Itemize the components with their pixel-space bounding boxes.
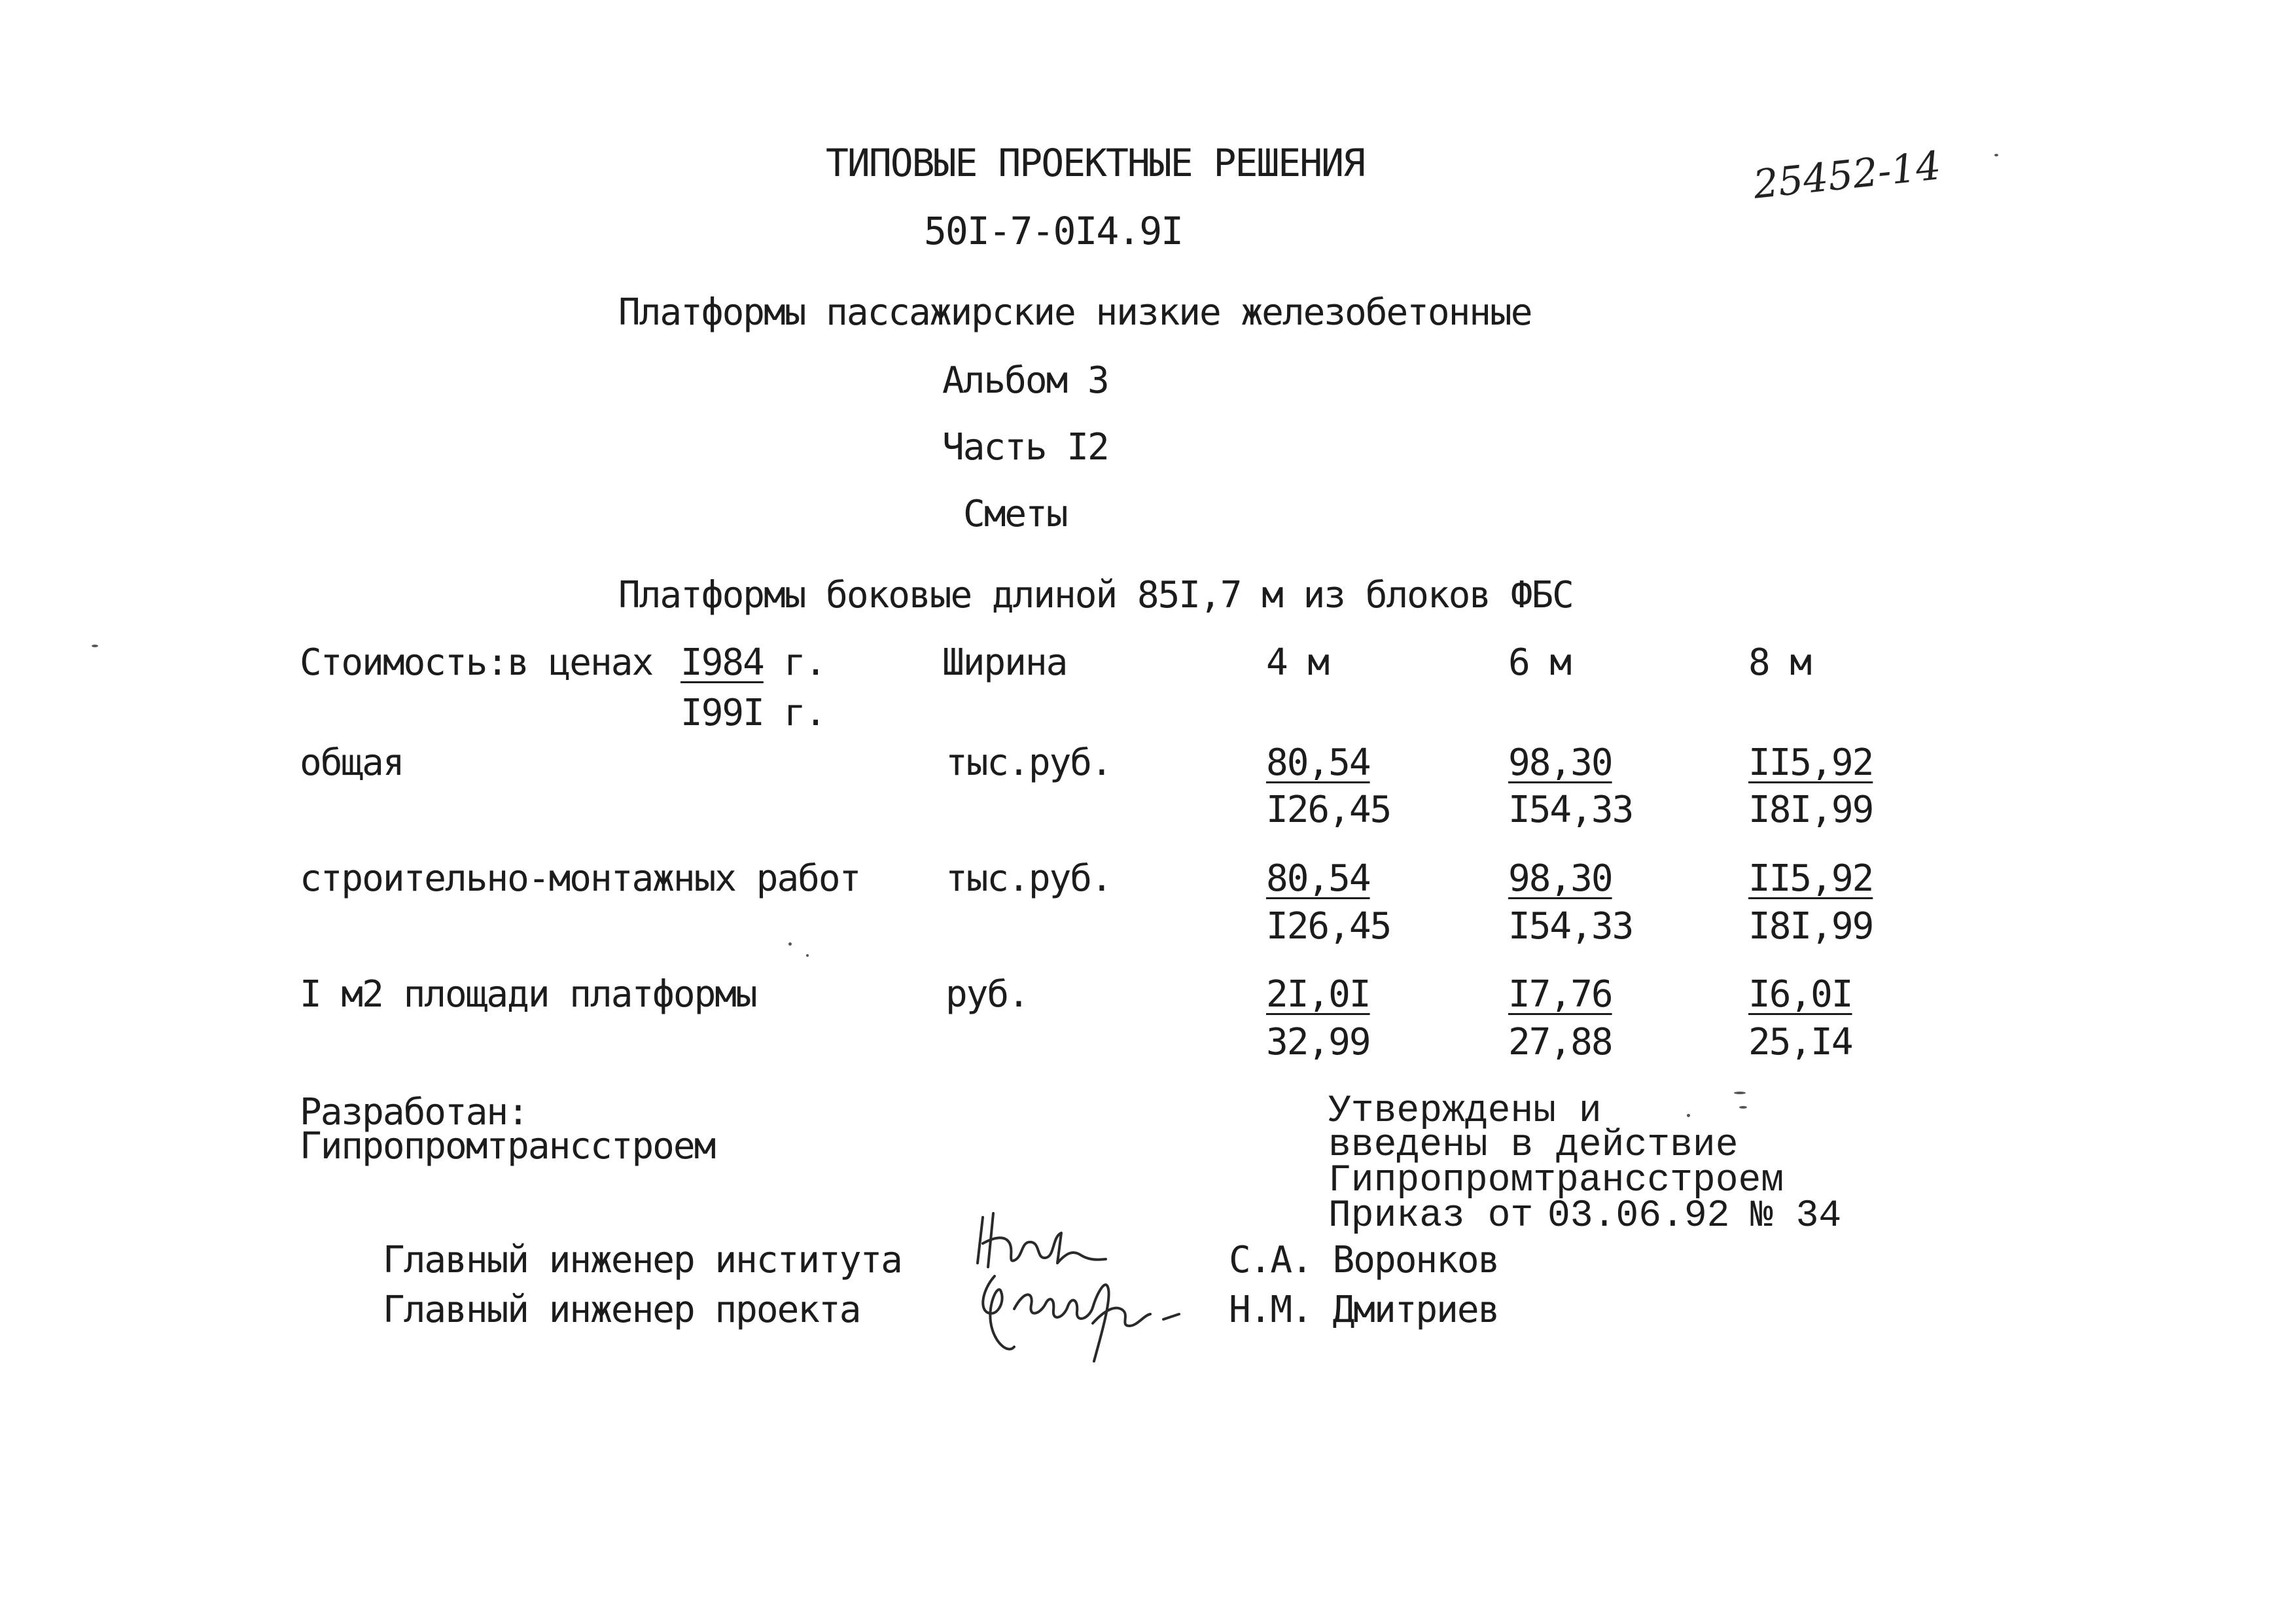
per-m2-4m-new: 32,99 bbox=[1266, 1021, 1370, 1063]
document-title: ТИПОВЫЕ ПРОЕКТНЫЕ РЕШЕНИЯ bbox=[826, 141, 1364, 185]
registration-number: 25452-14 bbox=[1751, 143, 1943, 208]
scan-speck bbox=[806, 954, 809, 957]
row-label-construction: строительно-монтажных работ bbox=[300, 857, 860, 900]
width-col-2: 6 м bbox=[1508, 641, 1571, 684]
cost-label: Стоимость:в ценах bbox=[300, 641, 653, 684]
order-label: Приказ от bbox=[1328, 1195, 1534, 1238]
scan-speck bbox=[1734, 1092, 1746, 1094]
per-m2-8m-new: 25,I4 bbox=[1748, 1021, 1852, 1063]
document-subject: Платформы пассажирские низкие железобетонные bbox=[618, 291, 1532, 334]
scan-speck bbox=[1687, 1114, 1690, 1117]
price-year-new: I99I bbox=[680, 692, 764, 734]
album-number: Альбом 3 bbox=[942, 359, 1108, 402]
row-unit-construction: тыс.руб. bbox=[945, 857, 1112, 900]
signature-name-institute: С.А. Воронков bbox=[1229, 1239, 1499, 1281]
price-year-old: I984 bbox=[680, 641, 764, 684]
scan-speck bbox=[788, 942, 792, 946]
total-4m-old: 80,54 bbox=[1266, 741, 1370, 784]
construction-8m-old: II5,92 bbox=[1748, 857, 1873, 900]
part-number: Часть I2 bbox=[942, 426, 1108, 469]
total-8m-old: II5,92 bbox=[1748, 741, 1873, 784]
price-year-new-suffix: г. bbox=[784, 692, 826, 734]
width-label: Ширина bbox=[942, 641, 1067, 684]
signature-name-project: Н.М. Дмитриев bbox=[1229, 1289, 1499, 1331]
approved-line-1: Утверждены и bbox=[1328, 1090, 1602, 1133]
total-6m-old: 98,30 bbox=[1508, 741, 1612, 784]
width-col-1: 4 м bbox=[1266, 641, 1329, 684]
per-m2-8m-old: I6,0I bbox=[1748, 973, 1852, 1016]
section-name: Сметы bbox=[963, 493, 1067, 535]
scan-speck bbox=[92, 645, 98, 647]
order-date: 03.06.92 bbox=[1547, 1195, 1730, 1238]
order-number: № 34 bbox=[1750, 1195, 1842, 1238]
document-code: 50I-7-0I4.9I bbox=[924, 209, 1183, 253]
developed-organization: Гипропромтрансстроем bbox=[300, 1125, 715, 1168]
construction-6m-old: 98,30 bbox=[1508, 857, 1612, 900]
per-m2-4m-old: 2I,0I bbox=[1266, 973, 1370, 1016]
signature-role-project: Главный инженер проекта bbox=[383, 1289, 860, 1331]
row-label-per-m2: I м2 площади платформы bbox=[300, 973, 756, 1016]
price-year-old-suffix: г. bbox=[784, 641, 826, 684]
total-6m-new: I54,33 bbox=[1508, 789, 1633, 831]
signature-role-institute: Главный инженер института bbox=[383, 1239, 902, 1281]
row-label-total: общая bbox=[300, 741, 404, 784]
total-4m-new: I26,45 bbox=[1266, 789, 1391, 831]
scan-speck bbox=[1994, 154, 1998, 156]
row-unit-total: тыс.руб. bbox=[945, 741, 1112, 784]
width-col-3: 8 м bbox=[1748, 641, 1811, 684]
construction-6m-new: I54,33 bbox=[1508, 905, 1633, 948]
per-m2-6m-old: I7,76 bbox=[1508, 973, 1612, 1016]
row-unit-per-m2: руб. bbox=[945, 973, 1029, 1016]
signature-project-handwritten bbox=[968, 1263, 1230, 1374]
per-m2-6m-new: 27,88 bbox=[1508, 1021, 1612, 1063]
developed-label: Разработан: bbox=[300, 1091, 528, 1133]
platform-description: Платформы боковые длиной 85I,7 м из блоков ФБС bbox=[618, 574, 1573, 616]
scan-speck bbox=[1739, 1106, 1747, 1109]
approved-line-3: Гипропромтрансстроем bbox=[1328, 1160, 1784, 1202]
construction-8m-new: I8I,99 bbox=[1748, 905, 1873, 948]
construction-4m-old: 80,54 bbox=[1266, 857, 1370, 900]
approved-line-2: введены в действие bbox=[1328, 1124, 1739, 1167]
total-8m-new: I8I,99 bbox=[1748, 789, 1873, 831]
construction-4m-new: I26,45 bbox=[1266, 905, 1391, 948]
